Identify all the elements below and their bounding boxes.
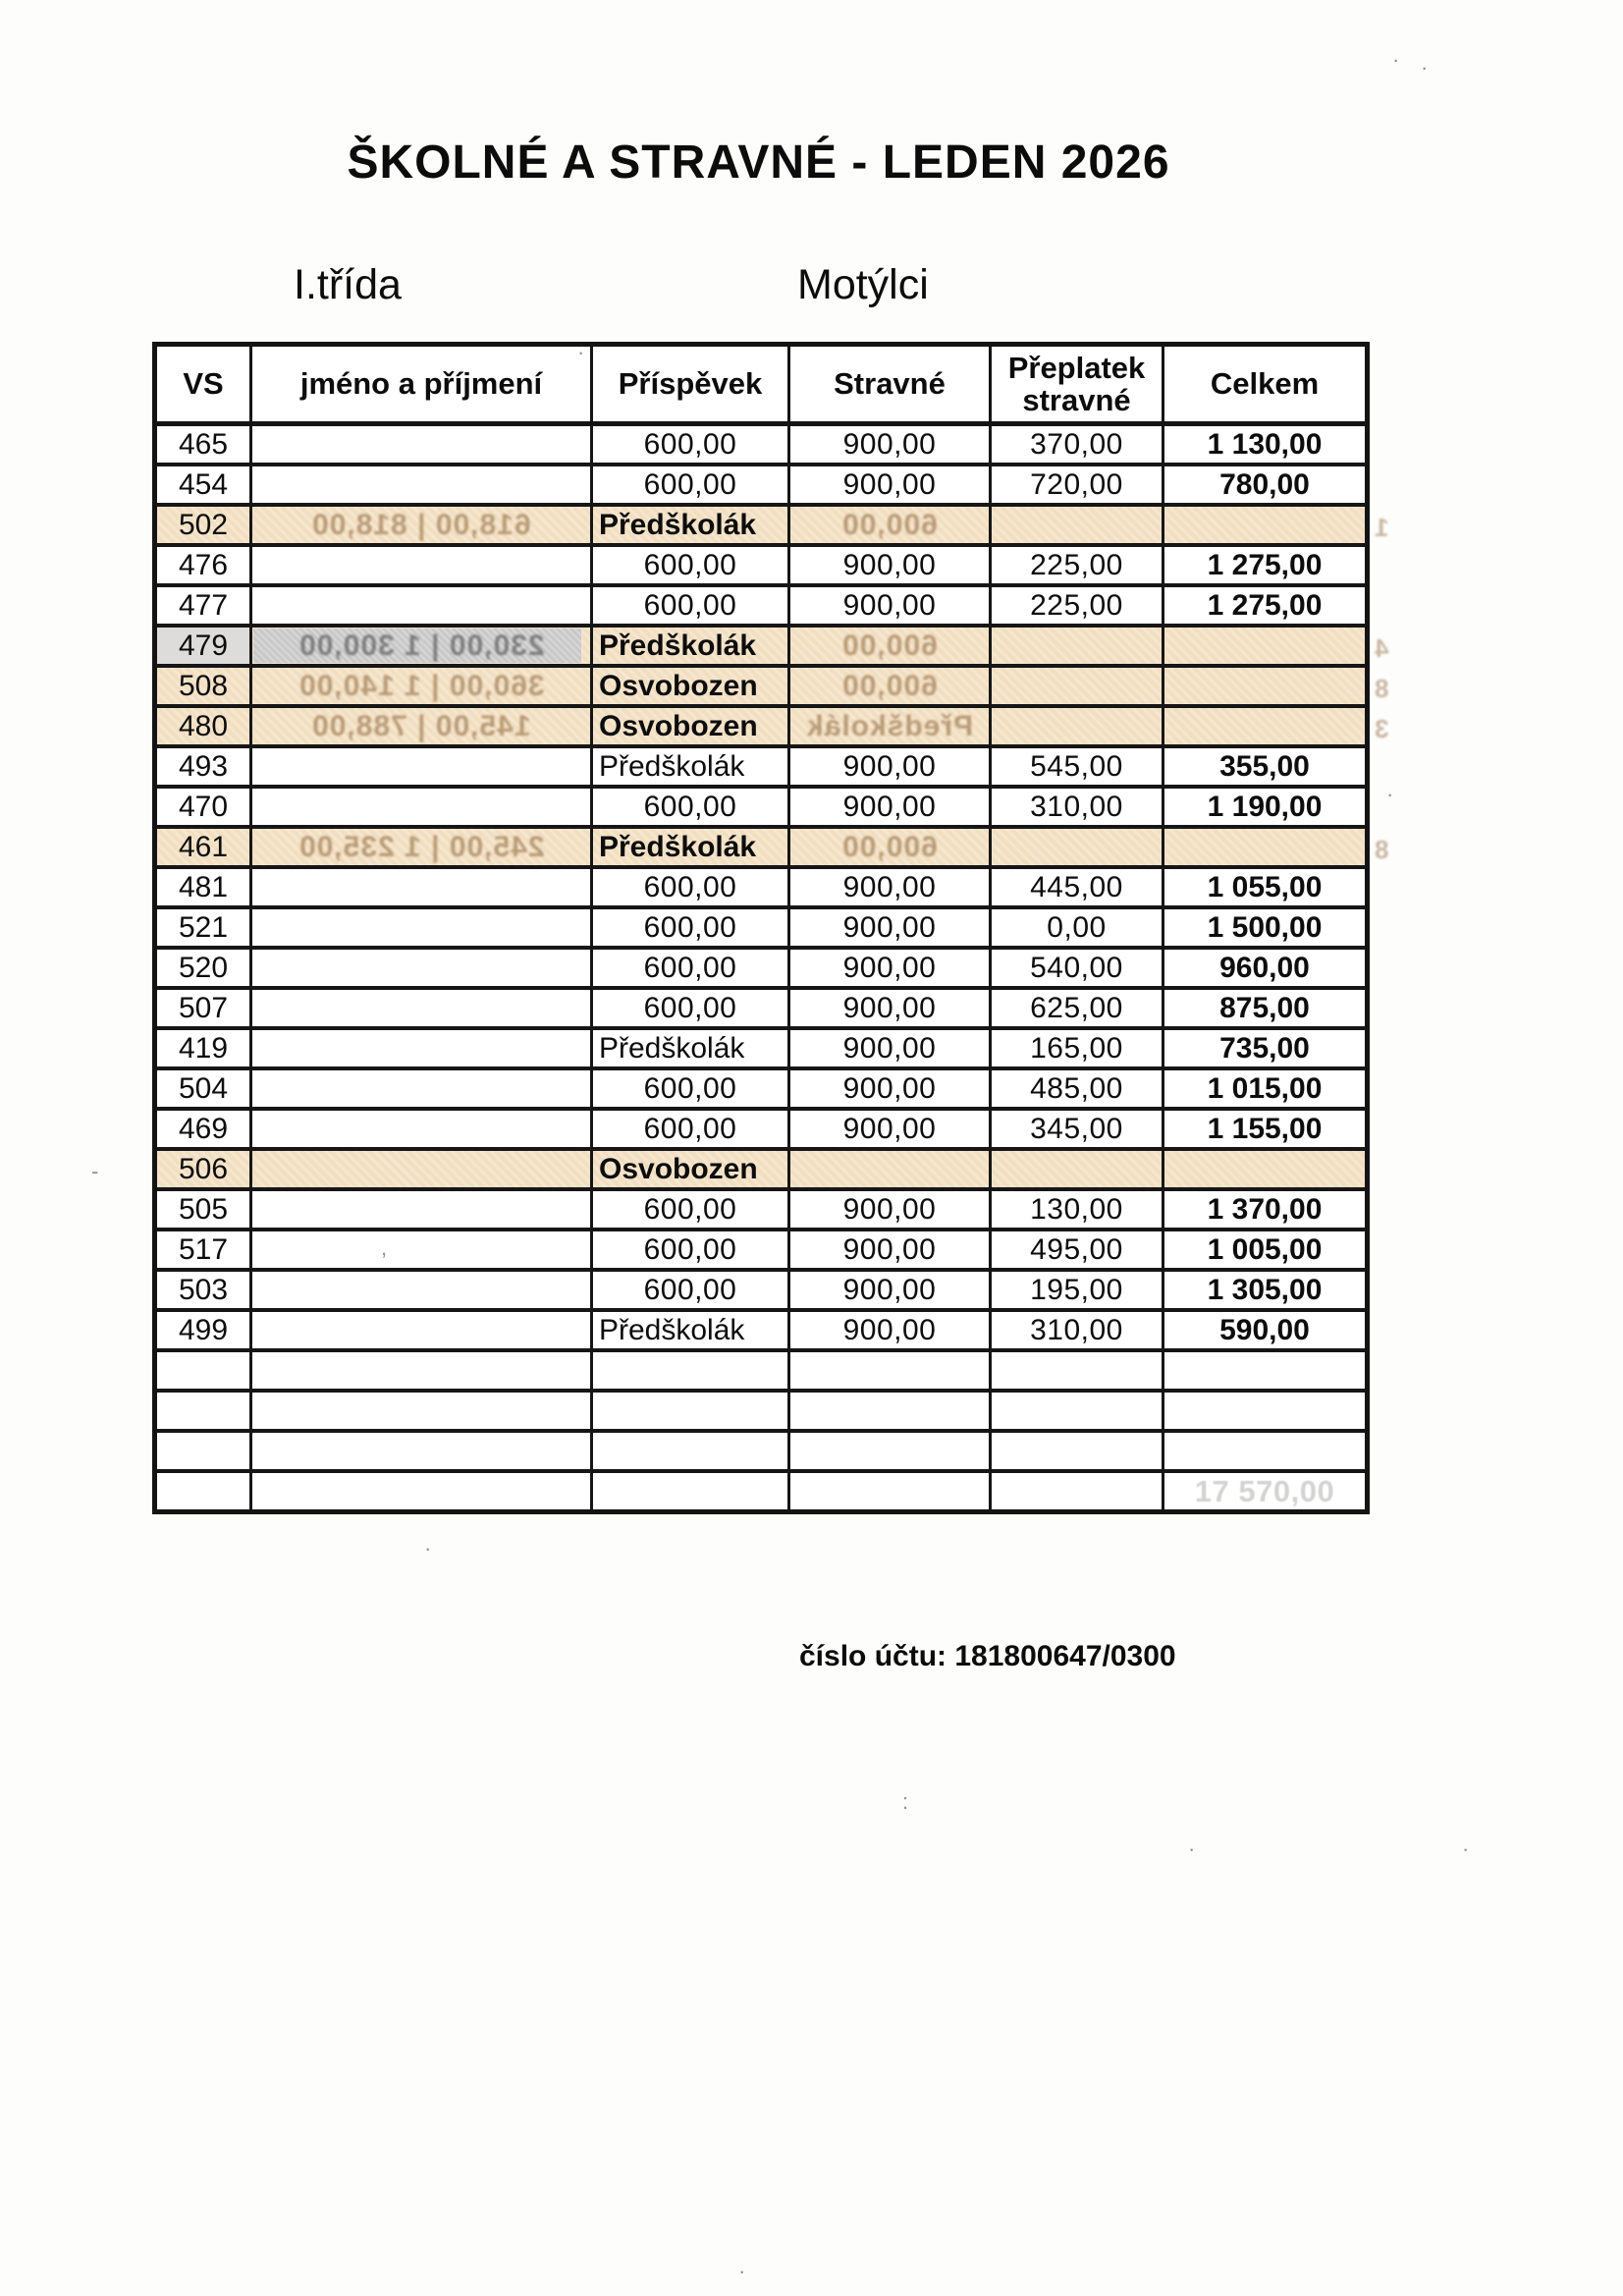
cell-celkem: 1 500,00: [1163, 907, 1368, 948]
cell-prispevek: [592, 1471, 789, 1512]
cell-prispevek: Předškolák: [592, 746, 789, 787]
cell-preplatek: 345,00: [991, 1109, 1163, 1149]
ghost-margin-mark: 8: [1374, 835, 1388, 864]
cell-prispevek: Předškolák: [592, 1310, 789, 1350]
cell-vs: [155, 1391, 251, 1431]
cell-prispevek: Osvobozen: [592, 706, 789, 746]
cell-vs: 499: [155, 1310, 251, 1350]
scan-speck: :: [902, 1789, 909, 1814]
cell-stravne: 900,00: [789, 1270, 991, 1310]
cell-preplatek: [991, 1391, 1163, 1431]
cell-celkem: 1 305,00: [1163, 1270, 1368, 1310]
cell-preplatek: [991, 1350, 1163, 1391]
cell-celkem: 1 370,00: [1163, 1189, 1368, 1230]
cell-prispevek: 600,00: [592, 1068, 789, 1109]
cell-prispevek: Osvobozen: [592, 1149, 789, 1189]
cell-vs: 479: [155, 626, 251, 666]
table-row: [155, 585, 1368, 626]
cell-stravne: 900,00: [789, 1028, 991, 1068]
cell-prispevek: 600,00: [592, 867, 789, 907]
cell-stravne: [789, 827, 991, 867]
cell-vs: 520: [155, 948, 251, 988]
cell-celkem: [1163, 505, 1388, 545]
cell-vs: 506: [155, 1149, 251, 1189]
cell-preplatek: 310,00: [991, 787, 1163, 827]
cell-preplatek: 225,00: [991, 545, 1163, 585]
cell-prispevek: 600,00: [592, 1109, 789, 1149]
cell-preplatek: 625,00: [991, 988, 1163, 1028]
column-header-2: Příspěvek: [592, 345, 789, 424]
cell-stravne: 900,00: [789, 988, 991, 1028]
ghost-total-value: 17 570,00: [1194, 1473, 1335, 1508]
cell-preplatek: [991, 626, 1163, 666]
cell-prispevek: [592, 1431, 789, 1471]
cell-stravne: [789, 706, 991, 746]
cell-celkem: 735,00: [1163, 1028, 1368, 1068]
cell-stravne: [789, 1149, 991, 1189]
cell-preplatek: 445,00: [991, 867, 1163, 907]
cell-name: [251, 827, 592, 867]
ghost-showthrough-text: 600,00: [841, 669, 938, 702]
table-row: [155, 1149, 1368, 1189]
cell-name: [251, 907, 592, 948]
cell-name: [251, 1471, 592, 1512]
class-label: I.třída: [294, 261, 402, 308]
cell-name: [251, 1068, 592, 1109]
cell-vs: [155, 1431, 251, 1471]
cell-preplatek: [991, 706, 1163, 746]
cell-vs: 476: [155, 545, 251, 585]
cell-stravne: 900,00: [789, 585, 991, 626]
cell-vs: 508: [155, 666, 251, 706]
cell-name: [251, 1189, 592, 1230]
cell-name: [251, 465, 592, 505]
cell-stravne: [789, 626, 991, 666]
table-row: [155, 787, 1368, 827]
table-row: [155, 948, 1368, 988]
cell-prispevek: 600,00: [592, 1230, 789, 1270]
ghost-margin-mark: 3: [1374, 714, 1388, 743]
cell-name: [251, 988, 592, 1028]
cell-preplatek: [991, 505, 1163, 545]
cell-name: [251, 585, 592, 626]
cell-prispevek: 600,00: [592, 424, 789, 465]
cell-celkem: 1 190,00: [1163, 787, 1368, 827]
cell-celkem: 1 130,00: [1163, 424, 1368, 465]
cell-celkem: [1163, 1391, 1368, 1431]
cell-preplatek: 720,00: [991, 465, 1163, 505]
cell-prispevek: 600,00: [592, 1270, 789, 1310]
cell-vs: [155, 1350, 251, 1391]
cell-preplatek: 540,00: [991, 948, 1163, 988]
cell-preplatek: 130,00: [991, 1189, 1163, 1230]
ghost-showthrough-text: 600,00: [841, 508, 938, 541]
cell-name: [251, 626, 592, 666]
cell-prispevek: Předškolák: [592, 827, 789, 867]
cell-stravne: 900,00: [789, 867, 991, 907]
cell-celkem: [1163, 1471, 1368, 1512]
cell-stravne: 900,00: [789, 424, 991, 465]
cell-celkem: 1 005,00: [1163, 1230, 1368, 1270]
cell-vs: 477: [155, 585, 251, 626]
cell-celkem: 1 155,00: [1163, 1109, 1368, 1149]
table-row: [155, 1028, 1368, 1068]
table-row: [155, 666, 1368, 706]
ghost-showthrough-text: 145,00 | 788,00: [311, 709, 531, 742]
ghost-showthrough-text: 230,00 | 1 300,00: [298, 629, 545, 662]
cell-preplatek: 0,00: [991, 907, 1163, 948]
cell-name: [251, 1109, 592, 1149]
cell-prispevek: 600,00: [592, 787, 789, 827]
ghost-showthrough-text: 245,00 | 1 235,00: [298, 830, 545, 863]
cell-vs: 419: [155, 1028, 251, 1068]
table-row: [155, 827, 1368, 867]
cell-celkem: 1 015,00: [1163, 1068, 1368, 1109]
scan-speck: ·: [738, 2259, 746, 2283]
cell-vs: 502: [155, 505, 251, 545]
cell-prispevek: Předškolák: [592, 626, 789, 666]
table-row: [155, 1310, 1368, 1350]
fees-table: [152, 342, 1388, 1514]
cell-prispevek: 600,00: [592, 988, 789, 1028]
cell-vs: 504: [155, 1068, 251, 1109]
cell-celkem: 960,00: [1163, 948, 1368, 988]
cell-stravne: 900,00: [789, 1189, 991, 1230]
cell-name: [251, 787, 592, 827]
cell-name: [251, 1310, 592, 1350]
cell-stravne: 900,00: [789, 1109, 991, 1149]
ghost-showthrough-text: 600,00: [841, 830, 938, 863]
ghost-showthrough-text: Předškolák: [805, 709, 974, 742]
scan-speck: -: [91, 1159, 99, 1183]
table-row: [155, 465, 1368, 505]
scan-speck: ·: [1462, 1836, 1470, 1861]
cell-vs: 521: [155, 907, 251, 948]
cell-vs: 505: [155, 1189, 251, 1230]
cell-stravne: [789, 1350, 991, 1391]
cell-celkem: 590,00: [1163, 1310, 1368, 1350]
cell-prispevek: 600,00: [592, 545, 789, 585]
cell-stravne: 900,00: [789, 465, 991, 505]
cell-name: [251, 867, 592, 907]
cell-celkem: [1163, 1350, 1368, 1391]
table-row: [155, 1109, 1368, 1149]
cell-celkem: [1163, 626, 1388, 666]
cell-celkem: [1163, 666, 1388, 706]
cell-vs: 517: [155, 1230, 251, 1270]
cell-celkem: 1 055,00: [1163, 867, 1368, 907]
scan-speck: ·: [1392, 47, 1400, 72]
cell-preplatek: [991, 1149, 1163, 1189]
cell-vs: 461: [155, 827, 251, 867]
cell-vs: 469: [155, 1109, 251, 1149]
cell-vs: 507: [155, 988, 251, 1028]
cell-preplatek: [991, 1431, 1163, 1471]
cell-celkem: 1 275,00: [1163, 585, 1368, 626]
cell-vs: 470: [155, 787, 251, 827]
column-header-5: Celkem: [1163, 345, 1368, 424]
cell-celkem: 780,00: [1163, 465, 1368, 505]
cell-stravne: [789, 505, 991, 545]
cell-preplatek: 485,00: [991, 1068, 1163, 1109]
cell-prispevek: 600,00: [592, 907, 789, 948]
cell-prispevek: 600,00: [592, 585, 789, 626]
column-header-0: VS: [155, 345, 251, 424]
cell-vs: 454: [155, 465, 251, 505]
ghost-margin-mark: 4: [1374, 633, 1388, 663]
cell-celkem: 875,00: [1163, 988, 1368, 1028]
document-title: ŠKOLNÉ A STRAVNÉ - LEDEN 2026: [347, 137, 1170, 189]
table-row: [155, 1189, 1368, 1230]
cell-stravne: 900,00: [789, 787, 991, 827]
ghost-showthrough-text: 360,00 | 1 140,00: [298, 669, 545, 702]
cell-preplatek: 195,00: [991, 1270, 1163, 1310]
cell-preplatek: 310,00: [991, 1310, 1163, 1350]
cell-preplatek: 545,00: [991, 746, 1163, 787]
scan-speck: ·: [1188, 1836, 1196, 1861]
cell-stravne: 900,00: [789, 1068, 991, 1109]
cell-celkem: [1163, 1149, 1368, 1189]
cell-stravne: 900,00: [789, 907, 991, 948]
ghost-showthrough-text: 618,00 | 818,00: [311, 508, 531, 541]
cell-celkem: 1 275,00: [1163, 545, 1368, 585]
cell-vs: 503: [155, 1270, 251, 1310]
table-row: [155, 424, 1368, 465]
column-header-4: Přeplatek stravné: [991, 345, 1163, 424]
table-row: [155, 706, 1368, 746]
table-row: [155, 1230, 1368, 1270]
cell-preplatek: [991, 827, 1163, 867]
cell-name: [251, 545, 592, 585]
column-header-3: Stravné: [789, 345, 991, 424]
cell-name: [251, 666, 592, 706]
cell-celkem: 355,00: [1163, 746, 1368, 787]
cell-name: [251, 505, 592, 545]
cell-preplatek: 370,00: [991, 424, 1163, 465]
group-label: Motýlci: [797, 261, 929, 308]
table-row: [155, 988, 1368, 1028]
table-row: [155, 1350, 1368, 1391]
table-row: [155, 867, 1368, 907]
cell-stravne: [789, 1471, 991, 1512]
table-row: [155, 1270, 1368, 1310]
cell-stravne: 900,00: [789, 948, 991, 988]
fees-table-header: [155, 345, 1368, 424]
table-row: [155, 1068, 1368, 1109]
column-header-1: jméno a příjmení: [251, 345, 592, 424]
cell-vs: 465: [155, 424, 251, 465]
table-row: [155, 1471, 1368, 1512]
cell-prispevek: 600,00: [592, 465, 789, 505]
ghost-margin-mark: 8: [1374, 674, 1388, 703]
account-number-note: číslo účtu: 181800647/0300: [799, 1640, 1176, 1672]
cell-stravne: [789, 1431, 991, 1471]
cell-preplatek: 495,00: [991, 1230, 1163, 1270]
cell-stravne: 900,00: [789, 746, 991, 787]
cell-name: [251, 706, 592, 746]
cell-celkem: [1163, 1431, 1368, 1471]
cell-prispevek: [592, 1350, 789, 1391]
table-row: [155, 907, 1368, 948]
table-row: [155, 626, 1368, 666]
table-row: [155, 1431, 1368, 1471]
cell-name: [251, 746, 592, 787]
cell-name: [251, 1350, 592, 1391]
cell-prispevek: Předškolák: [592, 1028, 789, 1068]
scan-speck: ·: [1421, 55, 1429, 80]
cell-vs: 481: [155, 867, 251, 907]
cell-stravne: 900,00: [789, 545, 991, 585]
table-row: [155, 746, 1368, 787]
ghost-showthrough-text: 600,00: [841, 629, 938, 662]
table-row: [155, 545, 1368, 585]
cell-celkem: [1163, 827, 1388, 867]
cell-name: [251, 1270, 592, 1310]
cell-prispevek: Osvobozen: [592, 666, 789, 706]
table-row: [155, 1391, 1368, 1431]
cell-prispevek: [592, 1391, 789, 1431]
cell-name: [251, 1149, 592, 1189]
cell-stravne: [789, 666, 991, 706]
cell-stravne: 900,00: [789, 1230, 991, 1270]
cell-prispevek: 600,00: [592, 1189, 789, 1230]
scan-speck: ·: [577, 340, 585, 364]
cell-preplatek: [991, 1471, 1163, 1512]
scan-speck: ·: [424, 1536, 432, 1560]
cell-name: [251, 1230, 592, 1270]
cell-vs: 493: [155, 746, 251, 787]
scan-speck: ·: [1386, 782, 1394, 806]
cell-vs: [155, 1471, 251, 1512]
table-row: [155, 505, 1368, 545]
cell-name: [251, 1391, 592, 1431]
cell-prispevek: Předškolák: [592, 505, 789, 545]
cell-vs: 480: [155, 706, 251, 746]
cell-stravne: 900,00: [789, 1310, 991, 1350]
cell-name: [251, 948, 592, 988]
cell-stravne: [789, 1391, 991, 1431]
cell-preplatek: 225,00: [991, 585, 1163, 626]
cell-name: [251, 424, 592, 465]
cell-preplatek: [991, 666, 1163, 706]
cell-name: [251, 1431, 592, 1471]
cell-celkem: [1163, 706, 1388, 746]
scan-speck: ,: [381, 1235, 388, 1260]
cell-name: [251, 1028, 592, 1068]
cell-prispevek: 600,00: [592, 948, 789, 988]
cell-preplatek: 165,00: [991, 1028, 1163, 1068]
ghost-margin-mark: 1: [1374, 513, 1388, 542]
